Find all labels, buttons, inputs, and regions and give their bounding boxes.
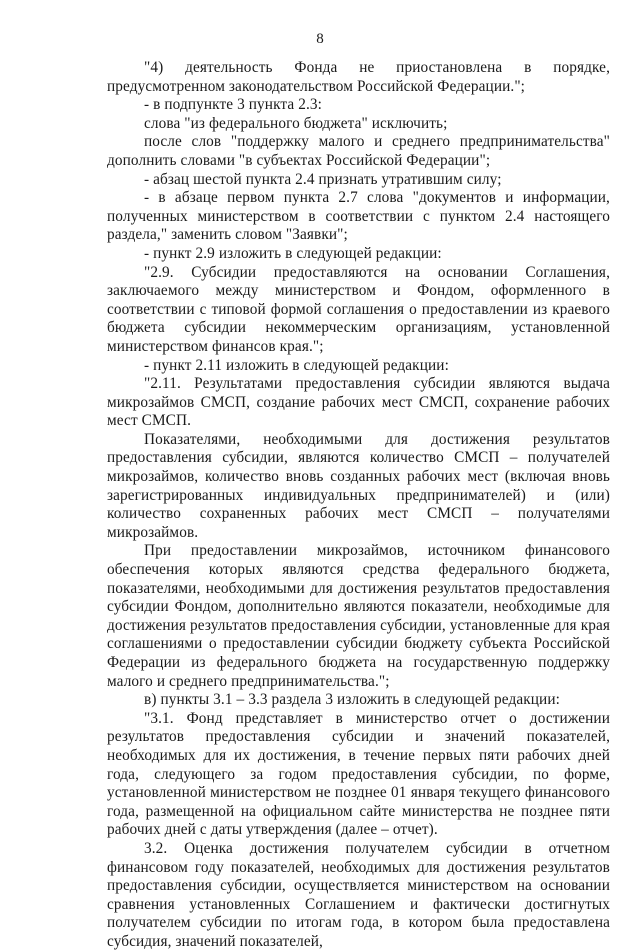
paragraph: - пункт 2.9 изложить в следующей редакции:	[144, 244, 442, 262]
paragraph: 3.2. Оценка достижения получателем субсидии в отчетном финансовом году показателей, необходимых для достижения результатов предоставления субсидии, осуществляется министерством на основании сравнения установленных Соглашением и фактически достигнутых получателем субсидии по итогам года, в котором была предоставлена субсидия, значений показателей,	[107, 839, 610, 950]
page-number: 8	[316, 31, 324, 47]
paragraph: "2.9. Субсидии предоставляются на основании Соглашения, заключаемого между министерством и Фондом, оформленного в соответствии с типовой формой соглашения о предоставлении из краевого бюджета субсидии некоммерческим организациям, установленной министерством финансов края.";	[107, 263, 610, 355]
paragraph: "2.11. Результатами предоставления субсидии являются выдача микрозаймов СМСП, создание рабочих мест СМСП, сохранение рабочих мест СМСП.	[107, 375, 610, 430]
paragraph: "3.1. Фонд представляет в министерство отчет о достижении результатов предоставления субсидии и значений показателей, необходимых для их достижения, в течение первых пяти рабочих дней года, следующего за годом предоставления субсидии, по форме, установленной министерством не позднее 01 января текущего финансового года, размещенной на официальном сайте министерства не позднее пяти рабочих дней с даты утверждения (далее – отчет).	[107, 709, 610, 839]
paragraph: после слов "поддержку малого и среднего предпринимательства" дополнить словами "в субъектах Российской Федерации";	[107, 133, 610, 169]
paragraph: - абзац шестой пункта 2.4 признать утратившим силу;	[144, 170, 502, 188]
paragraph: в) пункты 3.1 – 3.3 раздела 3 изложить в следующей редакции:	[144, 691, 560, 709]
paragraph: Показателями, необходимыми для достижения результатов предоставления субсидии, являются количество СМСП – получателей микрозаймов, количество вновь созданных рабочих мест (включая вновь зарегистрированных индивидуальных предпринимателей) и (или) количество сохраненных рабочих мест СМСП – получателями микрозаймов.	[107, 430, 610, 541]
paragraph: "4) деятельность Фонда не приостановлена в порядке, предусмотренном законодательством Российской Федерации.";	[107, 59, 610, 95]
paragraph: слова "из федерального бюджета" исключить;	[144, 114, 448, 132]
paragraph: - в абзаце первом пункта 2.7 слова "документов и информации, полученных министерством в соответствии с пунктом 2.4 настоящего раздела," заменить словом "Заявки";	[107, 189, 610, 244]
paragraph: При предоставлении микрозаймов, источником финансового обеспечения которых являются средства федерального бюджета, показателями, необходимыми для достижения результатов предоставления субсидии Фондом, дополнительно являются показатели, необходимые для достижения результатов предоставления субсидии, установленные для края соглашениями о предоставлении субсидии бюджету субъекта Российской Федерации из федерального бюджета на государственную поддержку малого и среднего предпринимательства.";	[107, 542, 610, 690]
document-body	[107, 59, 610, 952]
paragraph: - пункт 2.11 изложить в следующей редакции:	[144, 356, 449, 374]
paragraph: - в подпункте 3 пункта 2.3:	[144, 96, 322, 114]
